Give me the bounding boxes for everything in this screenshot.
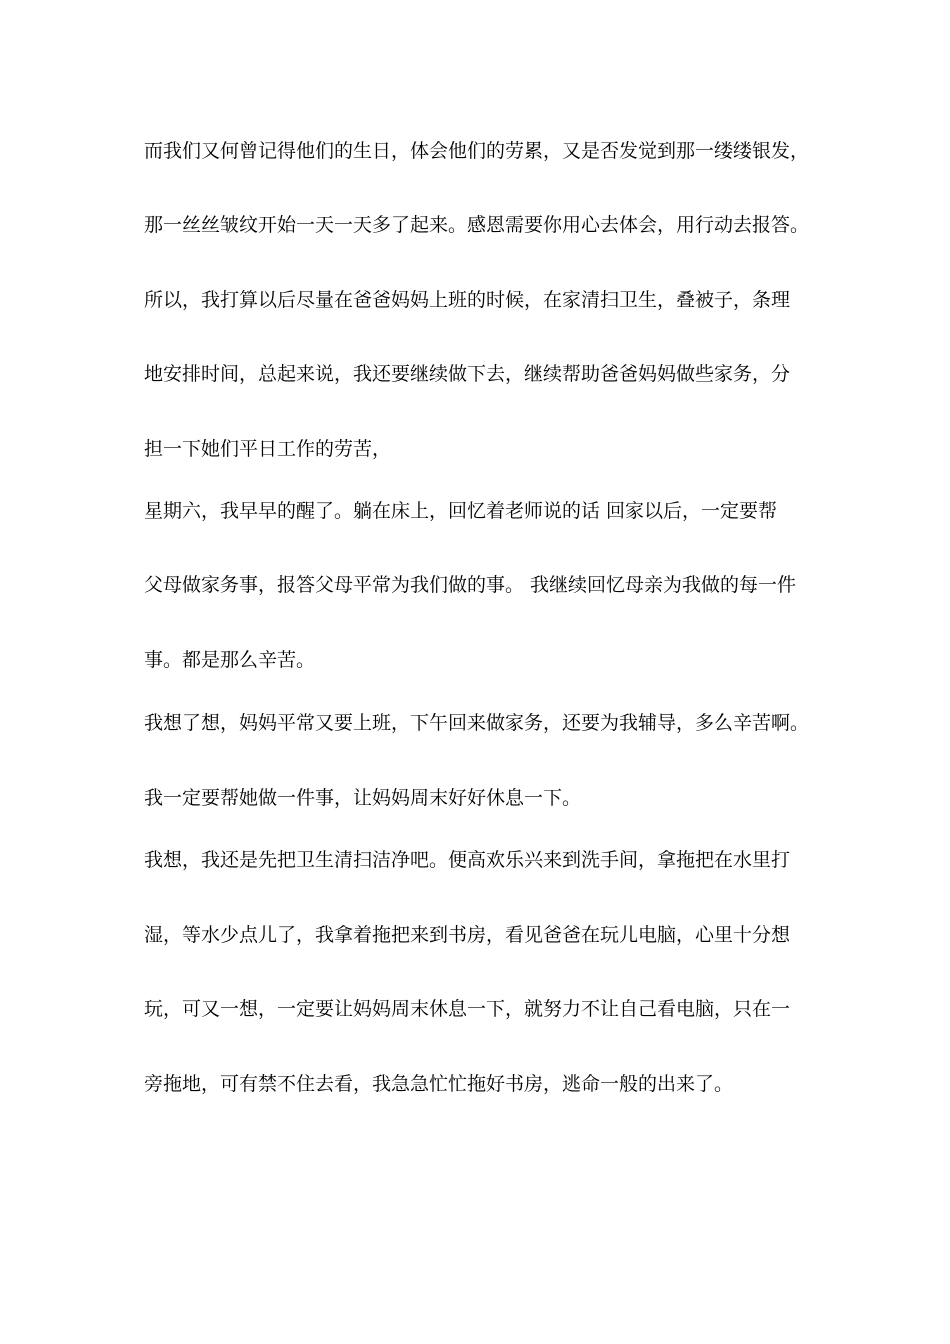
text-line: 那一丝丝皱纹开始一天一天多了起来。感恩需要你用心去体会，用行动去报答。 (144, 214, 810, 236)
text-line: 事。都是那么辛苦。 (144, 649, 316, 671)
text-line: 所以，我打算以后尽量在爸爸妈妈上班的时候，在家清扫卫生，叠被子，条理 (144, 289, 791, 311)
text-line: 我想了想，妈妈平常又要上班，下午回来做家务，还要为我辅导，多么辛苦啊。 (144, 712, 810, 734)
text-line: 旁拖地，可有禁不住去看，我急急忙忙拖好书房，逃命一般的出来了。 (144, 1073, 734, 1095)
text-line: 父母做家务事，报答父母平常为我们做的事。 我继续回忆母亲为我做的每一件 (144, 574, 797, 596)
text-line: 玩，可又一想，一定要让妈妈周末休息一下，就努力不让自己看电脑，只在一 (144, 998, 791, 1020)
text-line: 湿，等水少点儿了，我拿着拖把来到书房，看见爸爸在玩儿电脑，心里十分想 (144, 924, 791, 946)
text-line: 而我们又何曾记得他们的生日，体会他们的劳累，又是否发觉到那一缕缕银发， (144, 140, 810, 162)
text-line: 我想，我还是先把卫生清扫洁净吧。便高欢乐兴来到洗手间，拿拖把在水里打 (144, 849, 791, 871)
text-line: 我一定要帮她做一件事，让妈妈周末好好休息一下。 (144, 787, 582, 809)
text-line: 地安排时间，总起来说，我还要继续做下去，继续帮助爸爸妈妈做些家务，分 (144, 363, 791, 385)
text-line: 星期六，我早早的醒了。躺在床上，回忆着老师说的话 回家以后，一定要帮 (144, 500, 778, 522)
text-line: 担一下她们平日工作的劳苦， (144, 438, 392, 460)
